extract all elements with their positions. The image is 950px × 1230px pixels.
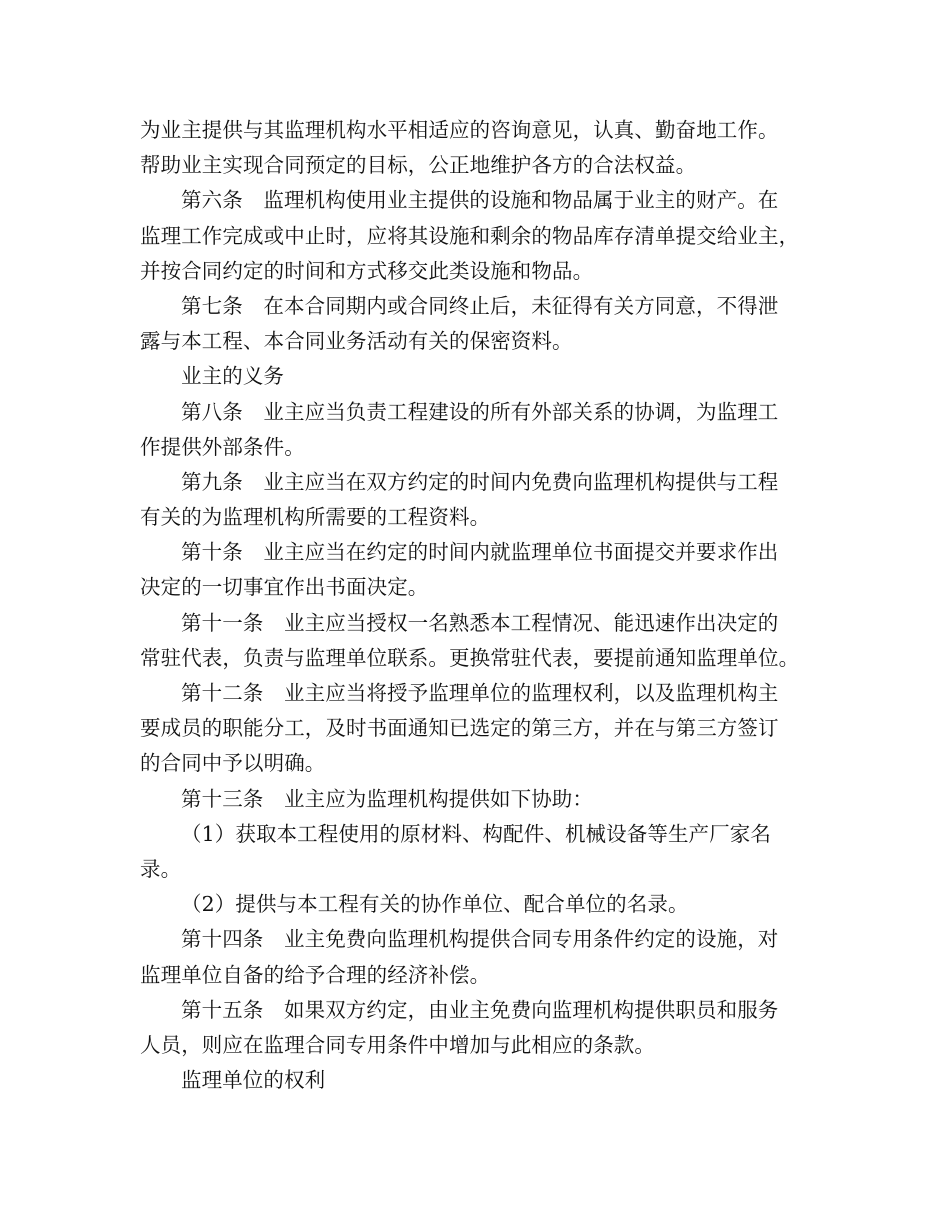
text-line: 决定的一切事宜作出书面决定。 <box>140 575 429 600</box>
text-line: 人员，则应在监理合同专用条件中增加与此相应的条款。 <box>140 1032 655 1057</box>
text-line: 并按合同约定的时间和方式移交此类设施和物品。 <box>140 258 594 283</box>
clause-7-line: 第七条 在本合同期内或合同终止后，未征得有关方同意，不得泄 <box>181 293 779 318</box>
text-line: 常驻代表，负责与监理单位联系。更换常驻代表，要提前通知监理单位。 <box>140 645 800 670</box>
clause-15-line: 第十五条 如果双方约定，由业主免费向监理机构提供职员和服务 <box>181 997 779 1022</box>
list-item-1-line: （1）获取本工程使用的原材料、构配件、机械设备等生产厂家名 <box>181 821 771 846</box>
text-line: 的合同中予以明确。 <box>140 751 326 776</box>
clause-14-line: 第十四条 业主免费向监理机构提供合同专用条件约定的设施，对 <box>181 927 779 952</box>
text-line: 帮助业主实现合同预定的目标，公正地维护各方的合法权益。 <box>140 153 697 178</box>
section-heading-owner-duties: 业主的义务 <box>181 364 284 389</box>
clause-6-line: 第六条 监理机构使用业主提供的设施和物品属于业主的财产。在 <box>181 188 779 213</box>
section-heading-supervisor-rights: 监理单位的权利 <box>181 1068 326 1093</box>
list-item-2-line: （2）提供与本工程有关的协作单位、配合单位的名录。 <box>181 892 689 917</box>
document-body <box>140 113 820 1098</box>
text-line: 要成员的职能分工，及时书面通知已选定的第三方，并在与第三方签订 <box>140 716 779 741</box>
text-line: 作提供外部条件。 <box>140 434 305 459</box>
clause-9-line: 第九条 业主应当在双方约定的时间内免费向监理机构提供与工程 <box>181 469 779 494</box>
clause-11-line: 第十一条 业主应当授权一名熟悉本工程情况、能迅速作出决定的 <box>181 610 779 635</box>
clause-10-line: 第十条 业主应当在约定的时间内就监理单位书面提交并要求作出 <box>181 540 779 565</box>
clause-8-line: 第八条 业主应当负责工程建设的所有外部关系的协调，为监理工 <box>181 399 779 424</box>
text-line: 录。 <box>140 856 182 881</box>
clause-13-line: 第十三条 业主应为监理机构提供如下协助： <box>181 786 593 811</box>
text-line: 监理单位自备的给予合理的经济补偿。 <box>140 962 491 987</box>
text-line: 有关的为监理机构所需要的工程资料。 <box>140 505 491 530</box>
text-line: 监理工作完成或中止时，应将其设施和剩余的物品库存清单提交给业主， <box>140 223 800 248</box>
clause-12-line: 第十二条 业主应当将授予监理单位的监理权利，以及监理机构主 <box>181 681 779 705</box>
text-line: 露与本工程、本合同业务活动有关的保密资料。 <box>140 329 573 354</box>
text-line: 为业主提供与其监理机构水平相适应的咨询意见，认真、勤奋地工作。 <box>140 118 779 142</box>
